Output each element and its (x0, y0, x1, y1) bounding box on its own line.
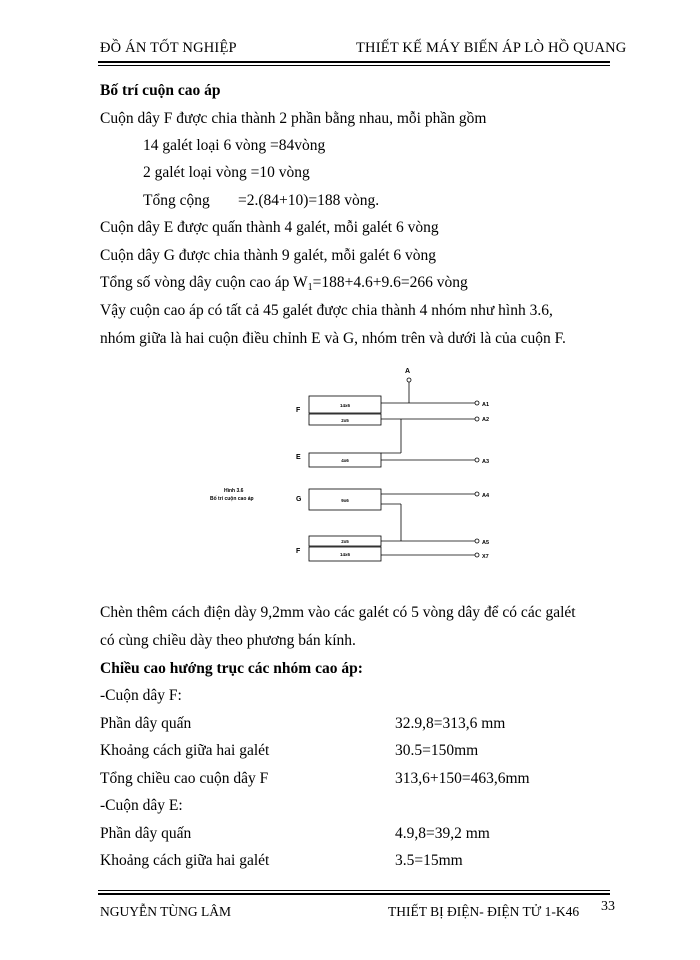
coil-box-label: 2x5 (341, 539, 349, 544)
coil-box-label: 14x6 (339, 403, 351, 408)
figure-caption: Bố trí cuộn cao áp (210, 496, 254, 502)
page-number: 33 (601, 899, 615, 914)
footer-rule-thin (98, 890, 610, 891)
terminal-label: A4 (482, 493, 490, 499)
coil-f-title: -Cuộn dây F: (100, 687, 182, 704)
row-value: 313,6+150=463,6mm (395, 770, 530, 787)
figure-caption: Hình 3.6 (224, 488, 244, 494)
row-label: Khoảng cách giữa hai galét (100, 742, 270, 759)
header-rule-thick (98, 61, 610, 63)
row-label: Phần dây quấn (100, 715, 192, 732)
group-label-f: F (296, 548, 301, 555)
coil-box (309, 414, 381, 425)
subscript: 1 (307, 282, 313, 293)
coil-box (309, 453, 381, 467)
header-right: THIẾT KẾ MÁY BIẾN ÁP LÒ HỒ QUANG (356, 40, 627, 56)
coil-box-label: 4x6 (341, 458, 349, 463)
terminal-node (407, 378, 411, 382)
group-label-e: E (296, 454, 301, 461)
header-left: ĐỒ ÁN TỐT NGHIỆP (100, 40, 237, 56)
row-label: Phần dây quấn (100, 825, 192, 842)
terminal-label: A1 (482, 402, 490, 408)
paragraph-line: Cuộn dây G được chia thành 9 galét, mỗi galét 6 vòng (100, 247, 436, 264)
coil-box (309, 547, 381, 561)
paragraph-line (100, 274, 468, 293)
paragraph-line: có cùng chiều dày theo phương bán kính. (100, 632, 356, 649)
total-turns-text: Tổng số vòng dây cuộn cao áp W (100, 274, 308, 291)
row-value: 30.5=150mm (395, 742, 479, 759)
paragraph-line: Cuộn dây E được quấn thành 4 galét, mỗi galét 6 vòng (100, 219, 439, 236)
heading-chieu-cao: Chiều cao hướng trục các nhóm cao áp: (100, 660, 363, 677)
coil-e-title: -Cuộn dây E: (100, 797, 183, 814)
row-value: 4.9,8=39,2 mm (395, 825, 490, 842)
terminal-nodes (475, 401, 479, 557)
header-rule-thin (98, 65, 610, 66)
row-value: 32.9,8=313,6 mm (395, 715, 506, 732)
terminal-label: A5 (482, 540, 490, 546)
paragraph-line: 14 galét loại 6 vòng =84vòng (143, 137, 326, 154)
paragraph-line: 2 galét loại vòng =10 vòng (143, 164, 310, 181)
paragraph-line: Chèn thêm cách điện dày 9,2mm vào các galét có 5 vòng dây để có các galét (100, 604, 576, 621)
coil-box (309, 396, 381, 413)
coil-box-label: 14x6 (339, 552, 351, 557)
coil-box-label: 9x6 (341, 498, 349, 503)
row-value: 3.5=15mm (395, 852, 463, 869)
footer-rule-thick (98, 893, 610, 895)
row-label: Khoảng cách giữa hai galét (100, 852, 270, 869)
footer-left: NGUYỄN TÙNG LÂM (100, 904, 231, 919)
coil-box (309, 536, 381, 546)
group-label-f: F (296, 407, 301, 414)
coil-box-label: 2x5 (341, 418, 349, 423)
terminal-label: X7 (482, 554, 489, 560)
coil-box (309, 489, 381, 510)
terminal-label-a: A (405, 368, 411, 375)
total-value: =2.(84+10)=188 vòng. (238, 192, 380, 209)
paragraph-line: nhóm giữa là hai cuộn điều chỉnh E và G, nhóm trên và dưới là của cuộn F. (100, 330, 566, 347)
terminal-label: A2 (482, 417, 490, 423)
group-label-g: G (296, 496, 302, 503)
paragraph-line: Vậy cuộn cao áp có tất cả 45 galét được chia thành 4 nhóm như hình 3.6, (100, 302, 553, 319)
total-label: Tổng cộng (143, 192, 210, 209)
terminal-label: A3 (482, 459, 490, 465)
total-turns-formula: =188+4.6+9.6=266 vòng (312, 274, 468, 291)
coil-layout-diagram (195, 360, 505, 582)
heading-bo-tri: Bố trí cuộn cao áp (100, 82, 221, 99)
paragraph-line: Cuộn dây F được chia thành 2 phần bằng nhau, mỗi phần gồm (100, 110, 487, 127)
wiring (381, 403, 475, 555)
row-label: Tổng chiều cao cuộn dây F (100, 770, 269, 787)
footer-right: THIẾT BỊ ĐIỆN- ĐIỆN TỬ 1-K46 (388, 904, 580, 919)
